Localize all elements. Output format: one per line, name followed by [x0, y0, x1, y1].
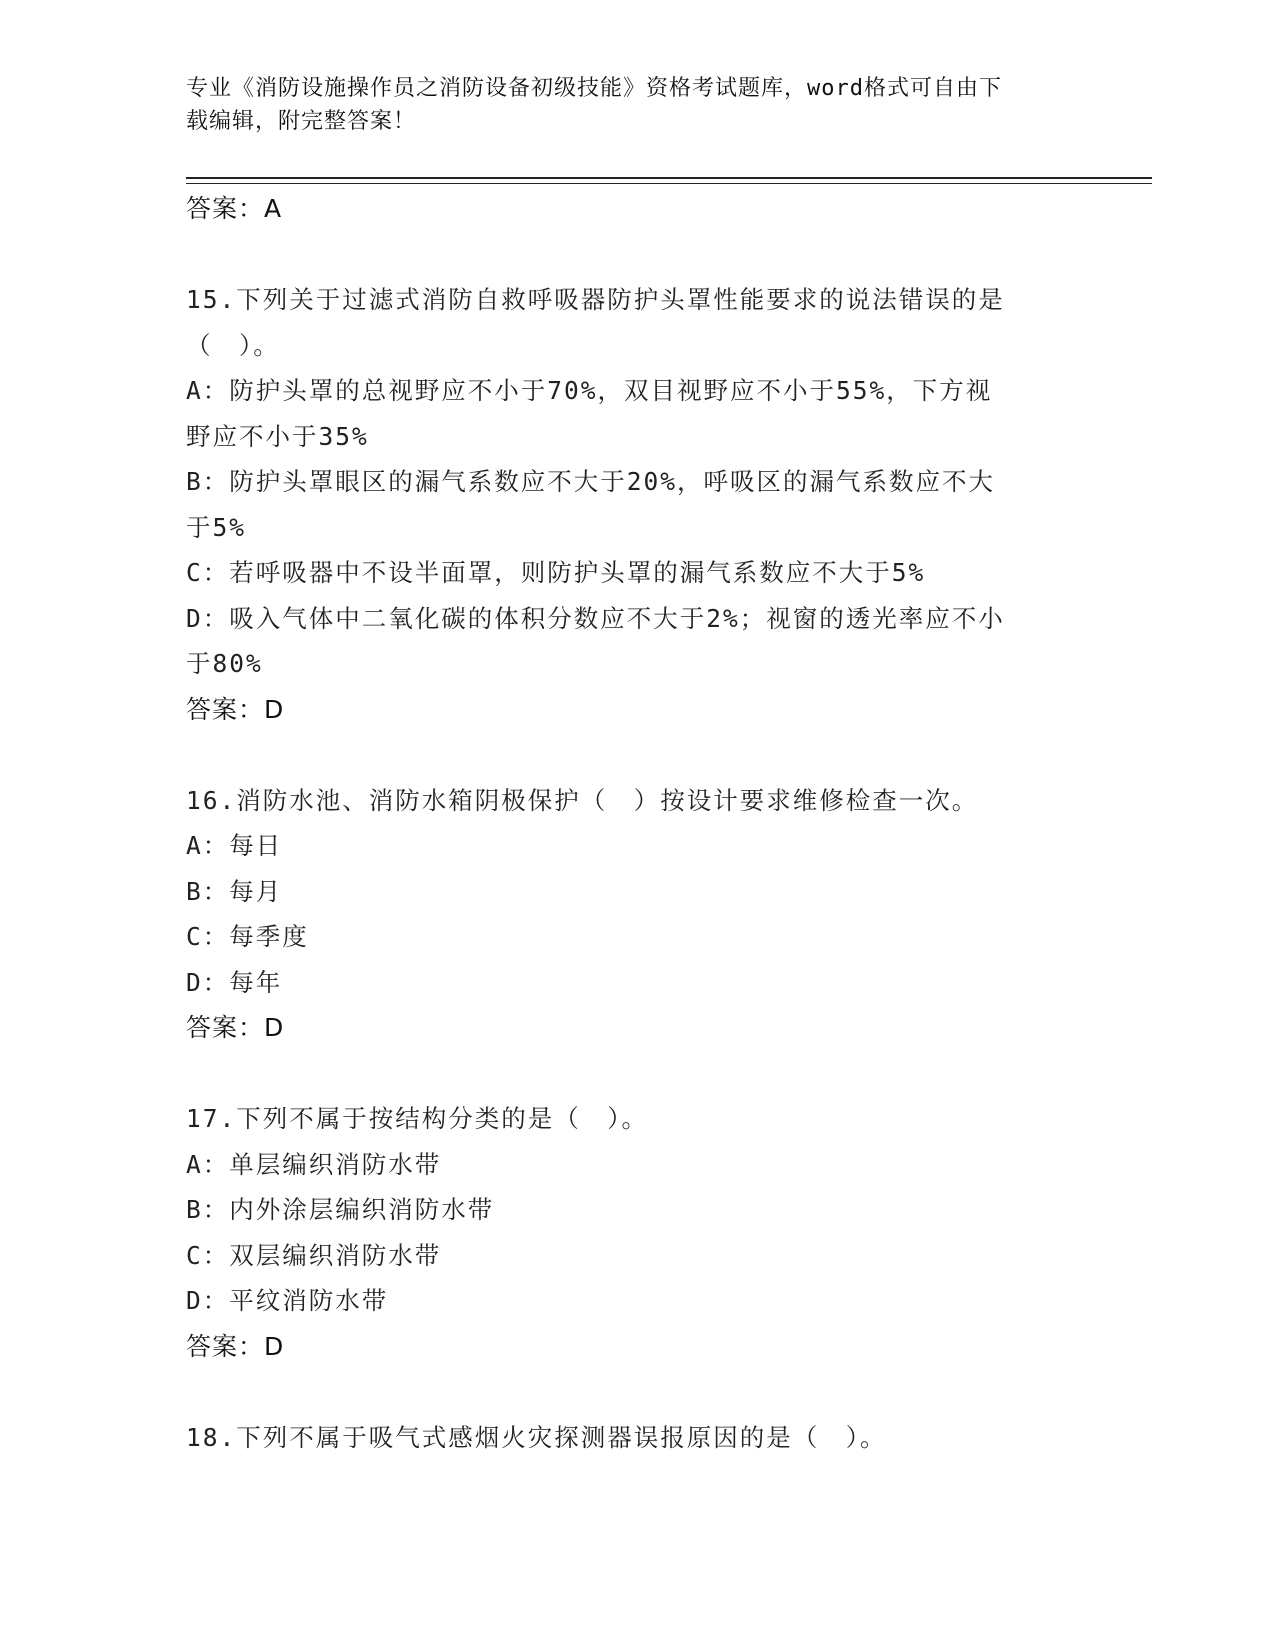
- header-line-2: 载编辑，附完整答案！: [186, 109, 417, 134]
- question-text-line: 16.消防水池、消防水箱阴极保护（ ）按设计要求维修检查一次。: [186, 785, 979, 815]
- option-b: B：内外涂层编织消防水带: [186, 1195, 495, 1224]
- block-spacer: [186, 1369, 1086, 1415]
- question-list: [186, 186, 1086, 1460]
- option-a: A：单层编织消防水带: [186, 1149, 442, 1179]
- answer-line: 答案：A: [186, 194, 283, 223]
- question-block-17: [186, 1096, 1086, 1369]
- answer-line: 答案：D: [186, 1331, 285, 1361]
- question-block-15: [186, 277, 1086, 732]
- answer-line: 答案：D: [186, 1013, 285, 1042]
- question-text-line: 17.下列不属于按结构分类的是（ ）。: [186, 1104, 648, 1133]
- option-a: A：防护头罩的总视野应不小于70%，双目视野应不小于55%，下方视: [186, 376, 993, 405]
- question-text-line: 15.下列关于过滤式消防自救呼吸器防护头罩性能要求的说法错误的是: [186, 285, 1005, 314]
- option-b: B：防护头罩眼区的漏气系数应不大于20%，呼吸区的漏气系数应不大: [186, 467, 995, 496]
- option-c: C：双层编织消防水带: [186, 1240, 442, 1270]
- question-text-line: 18.下列不属于吸气式感烟火灾探测器误报原因的是（ ）。: [186, 1422, 887, 1452]
- header-rule-thin: [186, 183, 1152, 184]
- question-text-line: （ ）。: [186, 330, 280, 360]
- option-b: B：每月: [186, 876, 283, 906]
- document-header: [186, 72, 1086, 138]
- option-d: D：平纹消防水带: [186, 1286, 389, 1315]
- answer-line: 答案：D: [186, 694, 285, 724]
- option-d: D：每年: [186, 967, 283, 997]
- option-d-continued: 于80%: [186, 649, 263, 678]
- option-c: C：每季度: [186, 922, 309, 951]
- block-spacer: [186, 1051, 1086, 1097]
- option-a: A：每日: [186, 831, 283, 860]
- block-spacer: [186, 732, 1086, 778]
- option-b-continued: 于5%: [186, 512, 247, 542]
- option-c: C：若呼吸器中不设半面罩，则防护头罩的漏气系数应不大于5%: [186, 558, 926, 587]
- question-block-14: [186, 186, 1086, 232]
- option-a-continued: 野应不小于35%: [186, 421, 369, 451]
- block-spacer: [186, 232, 1086, 278]
- question-block-18: [186, 1415, 1086, 1461]
- header-rule-thick: [186, 177, 1152, 179]
- question-block-16: [186, 778, 1086, 1051]
- option-d: D：吸入气体中二氧化碳的体积分数应不大于2%；视窗的透光率应不小: [186, 603, 1005, 633]
- header-line-1: 专业《消防设施操作员之消防设备初级技能》资格考试题库，word格式可自由下: [186, 76, 1002, 101]
